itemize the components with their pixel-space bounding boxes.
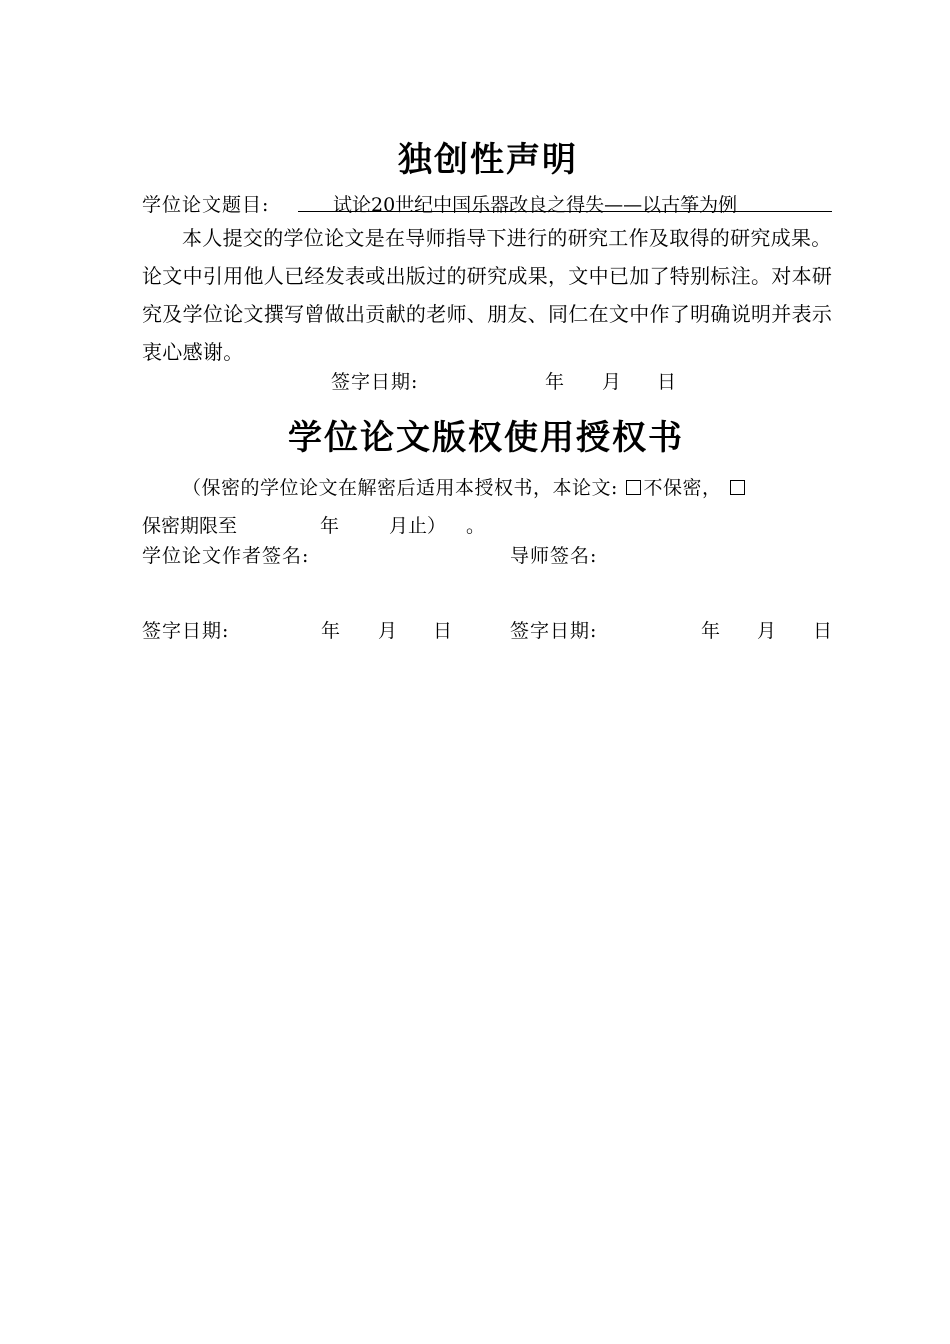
declaration-body: 本人提交的学位论文是在导师指导下进行的研究工作及取得的研究成果。论文中引用他人已经发表或出版过的研究成果，文中已加了特别标注。对本研究及学位论文撰写曾做出贡献的老师、朋友、同仁在文中作了明确说明并表示衷心感谢。 xyxy=(142,226,833,364)
declaration-year-label: 年 xyxy=(545,371,565,393)
authorization-intro-text: （保密的学位论文在解密后适用本授权书，本论文: xyxy=(182,477,618,499)
supervisor-day-label: 日 xyxy=(813,620,833,642)
declaration-day-label: 日 xyxy=(657,371,677,393)
supervisor-date-label: 签字日期: xyxy=(510,620,598,642)
secret-until-label: 保密期限至 xyxy=(142,515,238,537)
not-secret-checkbox[interactable] xyxy=(626,480,641,495)
author-date-label: 签字日期: xyxy=(142,620,230,642)
thesis-title-label: 学位论文题目: xyxy=(142,194,270,216)
not-secret-label: 不保密， xyxy=(643,477,722,499)
secret-until-year: 年 xyxy=(320,515,340,537)
authorization-heading: 学位论文版权使用授权书 xyxy=(288,418,684,458)
author-signature-label: 学位论文作者签名: xyxy=(142,545,310,567)
declaration-month-label: 月 xyxy=(602,371,622,393)
declaration-heading: 独创性声明 xyxy=(398,140,578,180)
author-year-label: 年 xyxy=(321,620,341,642)
author-month-label: 月 xyxy=(378,620,398,642)
secret-checkbox[interactable] xyxy=(730,480,745,495)
supervisor-year-label: 年 xyxy=(701,620,721,642)
thesis-title-value: 试论20世纪中国乐器改良之得失——以古筝为例 xyxy=(333,194,738,216)
thesis-title-underline xyxy=(298,211,832,212)
author-day-label: 日 xyxy=(433,620,453,642)
secret-until-end-mark: 。 xyxy=(466,515,486,537)
supervisor-month-label: 月 xyxy=(757,620,777,642)
supervisor-signature-label: 导师签名: xyxy=(510,545,598,567)
authorization-intro xyxy=(182,473,747,500)
secret-until-month: 月止） xyxy=(389,515,447,537)
declaration-date-label: 签字日期: xyxy=(331,371,419,393)
